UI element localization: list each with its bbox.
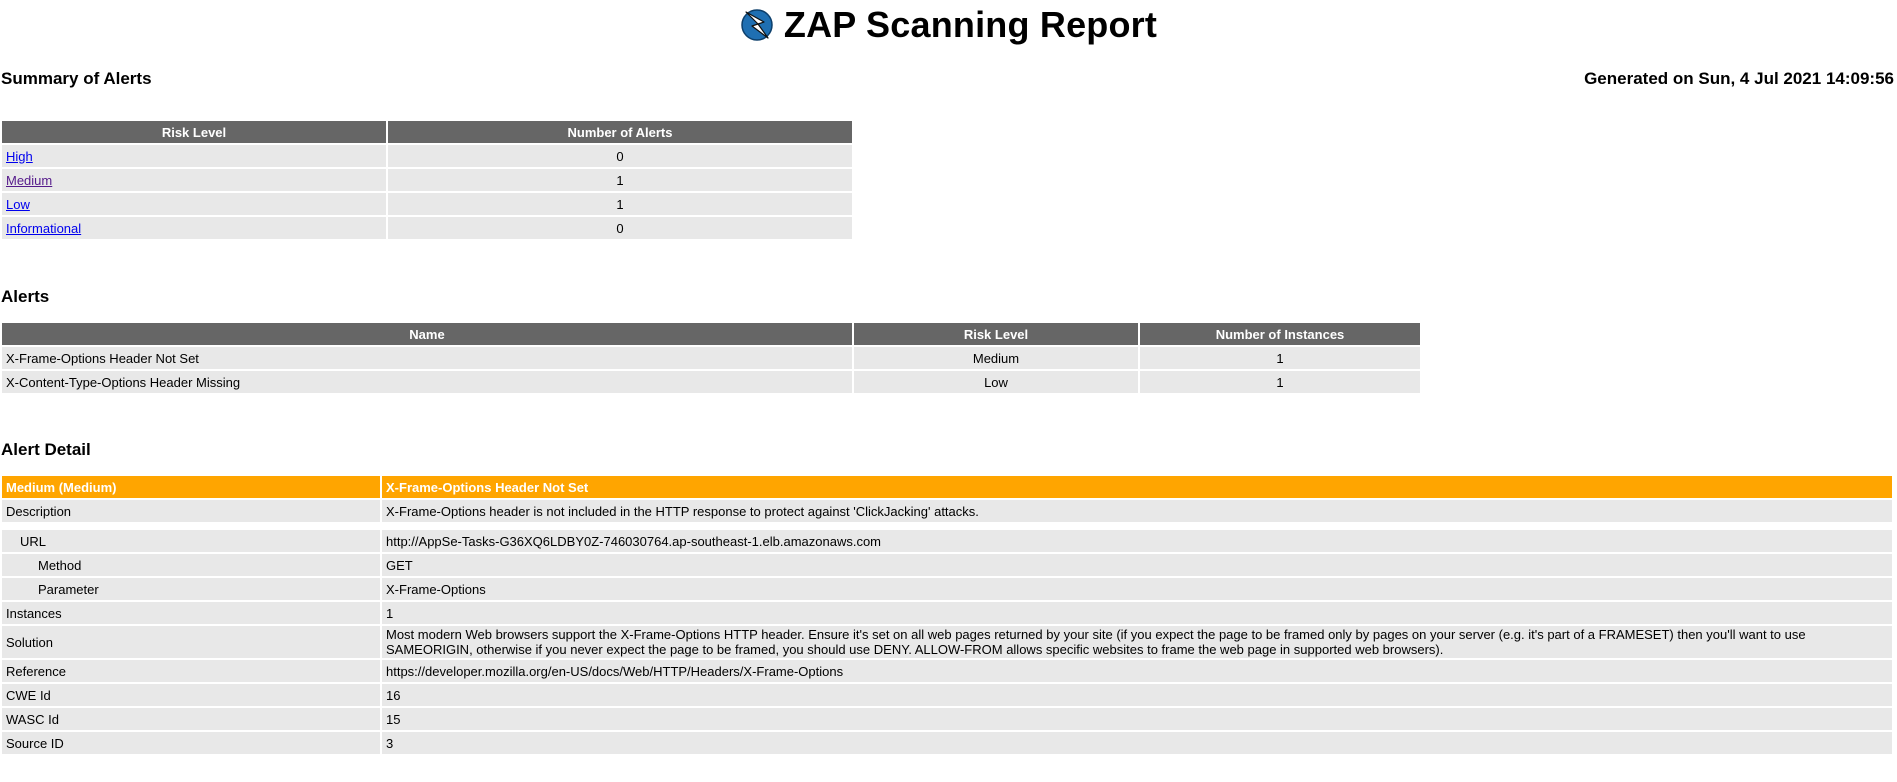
- alerts-table: [0, 321, 1422, 395]
- page-title: ZAP Scanning Report: [783, 4, 1158, 45]
- solution-value: Most modern Web browsers support the X-Frame-Options HTTP header. Ensure it's set on all web pages returned by your site (if you expect the page to be framed only by pages on your server (e.g. it's part of a FRAMESET) then you'll want to use SAMEORIGIN, otherwise if you never expect the page to be framed, you should use DENY. ALLOW-FROM allows specific websites to frame the web page in supported web browsers).: [382, 626, 1892, 658]
- alert-instances: 1: [1140, 347, 1420, 369]
- risk-link-high[interactable]: High: [6, 148, 33, 164]
- alert-name: X-Frame-Options Header Not Set: [2, 347, 852, 369]
- alert-risk: Low: [854, 371, 1138, 393]
- cwe-label: CWE Id: [2, 684, 380, 706]
- description-value: X-Frame-Options header is not included in the HTTP response to protect against 'ClickJacking' attacks.: [382, 500, 1892, 522]
- source-value: 3: [382, 732, 1892, 754]
- table-row: [2, 371, 1420, 393]
- detail-row-description: [2, 500, 1892, 522]
- generated-timestamp: Generated on Sun, 4 Jul 2021 14:09:56: [1584, 69, 1894, 88]
- alerts-header-row: [2, 323, 1420, 345]
- risk-cell: [2, 217, 386, 239]
- instances-value: 1: [382, 602, 1892, 624]
- risk-link-low[interactable]: Low: [6, 196, 30, 212]
- table-row: [2, 193, 852, 215]
- method-label: Method: [2, 554, 380, 576]
- column-header-number-of-instances: Number of Instances: [1140, 323, 1420, 345]
- table-row: [2, 217, 852, 239]
- detail-row-source: [2, 732, 1892, 754]
- detail-row-instances: [2, 602, 1892, 624]
- alert-count: 0: [388, 145, 852, 167]
- detail-alert-name: X-Frame-Options Header Not Set: [382, 476, 1892, 498]
- report-header: [0, 4, 1897, 48]
- alerts-heading: Alerts: [1, 287, 50, 306]
- alert-instances: 1: [1140, 371, 1420, 393]
- alert-count: 1: [388, 193, 852, 215]
- reference-value: https://developer.mozilla.org/en-US/docs/Web/HTTP/Headers/X-Frame-Options: [382, 660, 1892, 682]
- detail-row-parameter: [2, 578, 1892, 600]
- summary-heading: Summary of Alerts: [1, 69, 152, 88]
- detail-risk-header: Medium (Medium): [2, 476, 380, 498]
- zap-lightning-icon: [740, 8, 774, 42]
- risk-link-medium[interactable]: Medium: [6, 172, 53, 188]
- table-row: [2, 169, 852, 191]
- alert-count: 1: [388, 169, 852, 191]
- parameter-value: X-Frame-Options: [382, 578, 1892, 600]
- reference-label: Reference: [2, 660, 380, 682]
- alert-risk: Medium: [854, 347, 1138, 369]
- detail-row-url: [2, 530, 1892, 552]
- column-header-risk-level: Risk Level: [2, 121, 386, 143]
- risk-link-informational[interactable]: Informational: [6, 220, 82, 236]
- description-label: Description: [2, 500, 380, 522]
- url-value: http://AppSe-Tasks-G36XQ6LDBY0Z-746030764.ap-southeast-1.elb.amazonaws.com: [382, 530, 1892, 552]
- instances-label: Instances: [2, 602, 380, 624]
- detail-row-reference: [2, 660, 1892, 682]
- cwe-value: 16: [382, 684, 1892, 706]
- table-row: [2, 347, 1420, 369]
- risk-cell: [2, 169, 386, 191]
- wasc-label: WASC Id: [2, 708, 380, 730]
- column-header-number-of-alerts: Number of Alerts: [388, 121, 852, 143]
- column-header-name: Name: [2, 323, 852, 345]
- parameter-label: Parameter: [2, 578, 380, 600]
- alert-detail-table: [0, 474, 1894, 756]
- detail-spacer: [2, 524, 1892, 528]
- alert-detail-heading: Alert Detail: [1, 440, 91, 459]
- detail-row-cwe: [2, 684, 1892, 706]
- risk-cell: [2, 193, 386, 215]
- summary-header-row: [2, 121, 852, 143]
- summary-table: [0, 119, 854, 241]
- wasc-value: 15: [382, 708, 1892, 730]
- alert-count: 0: [388, 217, 852, 239]
- detail-row-method: [2, 554, 1892, 576]
- url-label: URL: [2, 530, 380, 552]
- column-header-risk-level: Risk Level: [854, 323, 1138, 345]
- detail-header-row: [2, 476, 1892, 498]
- solution-label: Solution: [2, 626, 380, 658]
- table-row: [2, 145, 852, 167]
- detail-row-solution: [2, 626, 1892, 658]
- method-value: GET: [382, 554, 1892, 576]
- source-label: Source ID: [2, 732, 380, 754]
- detail-row-wasc: [2, 708, 1892, 730]
- risk-cell: [2, 145, 386, 167]
- alert-name: X-Content-Type-Options Header Missing: [2, 371, 852, 393]
